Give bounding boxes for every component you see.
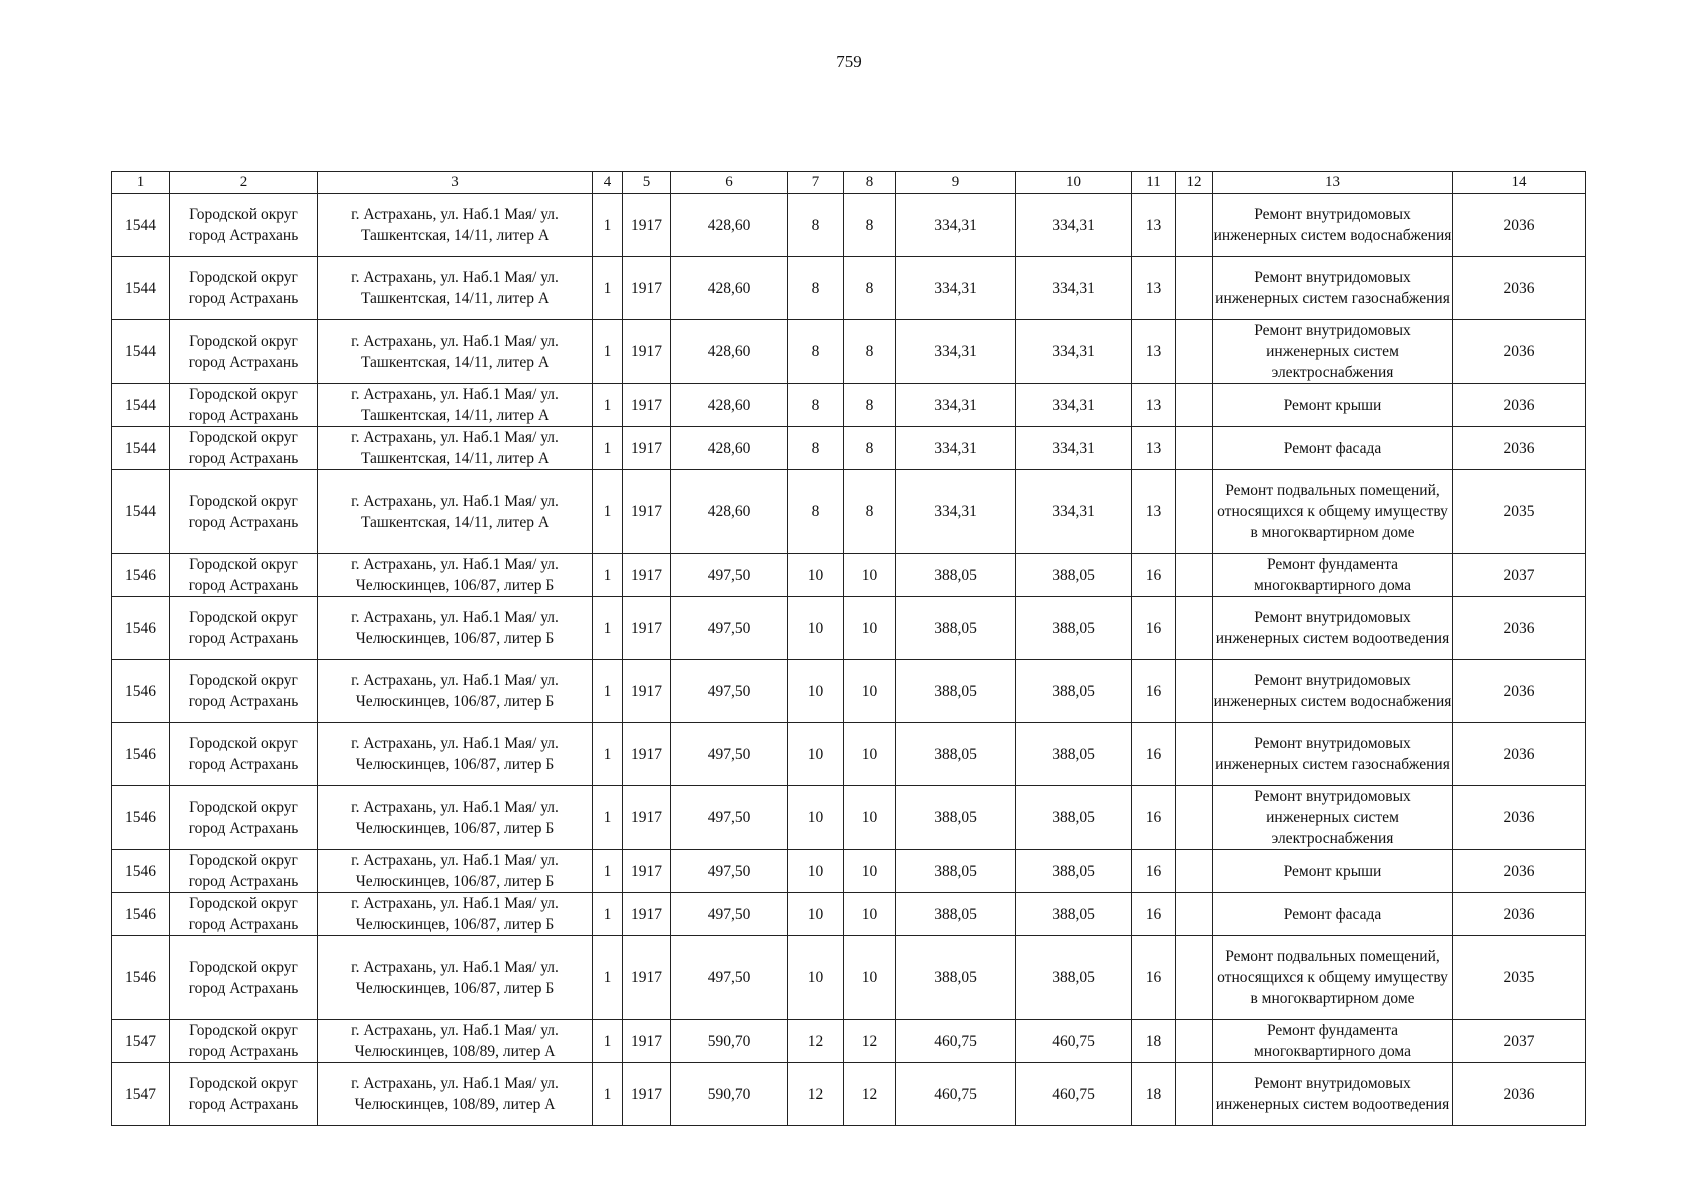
col-8-value: 8 [844,257,896,320]
column-header-6: 6 [671,172,788,194]
col-9-area: 388,05 [896,554,1016,597]
col-9-area: 334,31 [896,194,1016,257]
col-9-area: 388,05 [896,893,1016,936]
table-row [112,936,1586,1020]
col-10-area: 388,05 [1016,893,1132,936]
planned-year: 2036 [1453,850,1586,893]
total-area: 497,50 [671,786,788,850]
col-7-value: 12 [788,1063,844,1126]
col-11-value: 18 [1132,1063,1176,1126]
col-12-value [1176,893,1213,936]
col-12-value [1176,194,1213,257]
col-10-area: 388,05 [1016,554,1132,597]
col-4-value: 1 [593,257,623,320]
col-4-value: 1 [593,384,623,427]
col-11-value: 16 [1132,554,1176,597]
municipality: Городской округ город Астрахань [170,893,318,936]
address: г. Астрахань, ул. Наб.1 Мая/ ул. Челюскинцев, 106/87, литер Б [318,786,593,850]
planned-year: 2036 [1453,257,1586,320]
col-10-area: 460,75 [1016,1063,1132,1126]
table-row [112,1020,1586,1063]
col-11-value: 16 [1132,850,1176,893]
column-header-3: 3 [318,172,593,194]
col-7-value: 10 [788,597,844,660]
col-8-value: 10 [844,597,896,660]
col-9-area: 388,05 [896,660,1016,723]
col-4-value: 1 [593,470,623,554]
planned-year: 2036 [1453,723,1586,786]
year-built: 1917 [623,427,671,470]
work-type: Ремонт внутридомовых инженерных систем водоснабжения [1213,194,1453,257]
municipality: Городской округ город Астрахань [170,554,318,597]
planned-year: 2036 [1453,194,1586,257]
table-body [112,194,1586,1126]
table-row [112,660,1586,723]
row-number: 1544 [112,320,170,384]
row-number: 1547 [112,1020,170,1063]
col-11-value: 16 [1132,660,1176,723]
table-row [112,384,1586,427]
address: г. Астрахань, ул. Наб.1 Мая/ ул. Челюскинцев, 108/89, литер А [318,1020,593,1063]
column-header-13: 13 [1213,172,1453,194]
column-header-14: 14 [1453,172,1586,194]
column-header-12: 12 [1176,172,1213,194]
planned-year: 2036 [1453,384,1586,427]
planned-year: 2036 [1453,597,1586,660]
address: г. Астрахань, ул. Наб.1 Мая/ ул. Челюскинцев, 106/87, литер Б [318,723,593,786]
year-built: 1917 [623,554,671,597]
col-10-area: 388,05 [1016,723,1132,786]
address: г. Астрахань, ул. Наб.1 Мая/ ул. Челюскинцев, 106/87, литер Б [318,597,593,660]
col-11-value: 13 [1132,470,1176,554]
total-area: 428,60 [671,194,788,257]
year-built: 1917 [623,1063,671,1126]
work-type: Ремонт внутридомовых инженерных систем газоснабжения [1213,723,1453,786]
col-4-value: 1 [593,1063,623,1126]
planned-year: 2037 [1453,554,1586,597]
planned-year: 2035 [1453,470,1586,554]
address: г. Астрахань, ул. Наб.1 Мая/ ул. Челюскинцев, 106/87, литер Б [318,850,593,893]
col-9-area: 460,75 [896,1020,1016,1063]
col-8-value: 8 [844,320,896,384]
address: г. Астрахань, ул. Наб.1 Мая/ ул. Ташкентская, 14/11, литер А [318,257,593,320]
table-row [112,850,1586,893]
municipality: Городской округ город Астрахань [170,936,318,1020]
table-row [112,257,1586,320]
table-row [112,1063,1586,1126]
col-7-value: 8 [788,320,844,384]
address: г. Астрахань, ул. Наб.1 Мая/ ул. Ташкентская, 14/11, литер А [318,320,593,384]
work-type: Ремонт внутридомовых инженерных систем водоснабжения [1213,660,1453,723]
municipality: Городской округ город Астрахань [170,427,318,470]
column-number-header [112,172,1586,194]
col-10-area: 334,31 [1016,320,1132,384]
col-4-value: 1 [593,660,623,723]
col-12-value [1176,1020,1213,1063]
col-11-value: 13 [1132,194,1176,257]
total-area: 428,60 [671,384,788,427]
col-11-value: 13 [1132,320,1176,384]
col-11-value: 18 [1132,1020,1176,1063]
column-header-7: 7 [788,172,844,194]
column-header-1: 1 [112,172,170,194]
total-area: 428,60 [671,427,788,470]
municipality: Городской округ город Астрахань [170,257,318,320]
row-number: 1544 [112,194,170,257]
work-type: Ремонт подвальных помещений, относящихся к общему имуществу в многоквартирном доме [1213,936,1453,1020]
col-9-area: 334,31 [896,384,1016,427]
table-row [112,554,1586,597]
col-11-value: 13 [1132,427,1176,470]
municipality: Городской округ город Астрахань [170,850,318,893]
work-type: Ремонт крыши [1213,384,1453,427]
work-type: Ремонт внутридомовых инженерных систем электроснабжения [1213,786,1453,850]
col-4-value: 1 [593,893,623,936]
col-12-value [1176,660,1213,723]
table-row [112,470,1586,554]
work-type: Ремонт внутридомовых инженерных систем газоснабжения [1213,257,1453,320]
planned-year: 2037 [1453,1020,1586,1063]
col-8-value: 8 [844,194,896,257]
column-header-9: 9 [896,172,1016,194]
total-area: 497,50 [671,554,788,597]
work-type: Ремонт крыши [1213,850,1453,893]
col-8-value: 10 [844,723,896,786]
total-area: 590,70 [671,1063,788,1126]
work-type: Ремонт внутридомовых инженерных систем водоотведения [1213,597,1453,660]
col-12-value [1176,936,1213,1020]
col-4-value: 1 [593,850,623,893]
table-row [112,320,1586,384]
col-10-area: 388,05 [1016,660,1132,723]
col-8-value: 10 [844,893,896,936]
table-row [112,893,1586,936]
col-8-value: 10 [844,554,896,597]
year-built: 1917 [623,1020,671,1063]
column-header-2: 2 [170,172,318,194]
col-12-value [1176,786,1213,850]
planned-year: 2036 [1453,786,1586,850]
repair-registry-table [111,171,1586,1126]
year-built: 1917 [623,470,671,554]
planned-year: 2036 [1453,320,1586,384]
col-7-value: 8 [788,384,844,427]
address: г. Астрахань, ул. Наб.1 Мая/ ул. Ташкентская, 14/11, литер А [318,427,593,470]
col-7-value: 10 [788,850,844,893]
address: г. Астрахань, ул. Наб.1 Мая/ ул. Челюскинцев, 106/87, литер Б [318,660,593,723]
row-number: 1544 [112,470,170,554]
col-11-value: 16 [1132,893,1176,936]
col-10-area: 388,05 [1016,936,1132,1020]
address: г. Астрахань, ул. Наб.1 Мая/ ул. Челюскинцев, 108/89, литер А [318,1063,593,1126]
address: г. Астрахань, ул. Наб.1 Мая/ ул. Челюскинцев, 106/87, литер Б [318,554,593,597]
address: г. Астрахань, ул. Наб.1 Мая/ ул. Ташкентская, 14/11, литер А [318,384,593,427]
address: г. Астрахань, ул. Наб.1 Мая/ ул. Челюскинцев, 106/87, литер Б [318,893,593,936]
col-4-value: 1 [593,936,623,1020]
col-4-value: 1 [593,427,623,470]
year-built: 1917 [623,850,671,893]
col-9-area: 388,05 [896,850,1016,893]
col-8-value: 10 [844,660,896,723]
col-12-value [1176,320,1213,384]
municipality: Городской округ город Астрахань [170,320,318,384]
col-9-area: 388,05 [896,786,1016,850]
year-built: 1917 [623,723,671,786]
col-7-value: 8 [788,194,844,257]
col-12-value [1176,384,1213,427]
total-area: 497,50 [671,893,788,936]
col-12-value [1176,850,1213,893]
planned-year: 2036 [1453,893,1586,936]
work-type: Ремонт фундамента многоквартирного дома [1213,1020,1453,1063]
total-area: 497,50 [671,660,788,723]
year-built: 1917 [623,320,671,384]
col-10-area: 388,05 [1016,597,1132,660]
col-11-value: 16 [1132,936,1176,1020]
work-type: Ремонт внутридомовых инженерных систем электроснабжения [1213,320,1453,384]
col-8-value: 8 [844,427,896,470]
col-9-area: 388,05 [896,936,1016,1020]
address: г. Астрахань, ул. Наб.1 Мая/ ул. Челюскинцев, 106/87, литер Б [318,936,593,1020]
col-10-area: 460,75 [1016,1020,1132,1063]
col-10-area: 334,31 [1016,470,1132,554]
col-12-value [1176,257,1213,320]
municipality: Городской округ город Астрахань [170,1020,318,1063]
planned-year: 2036 [1453,660,1586,723]
municipality: Городской округ город Астрахань [170,194,318,257]
col-4-value: 1 [593,786,623,850]
column-header-8: 8 [844,172,896,194]
municipality: Городской округ город Астрахань [170,1063,318,1126]
row-number: 1544 [112,427,170,470]
planned-year: 2036 [1453,427,1586,470]
column-header-5: 5 [623,172,671,194]
col-10-area: 334,31 [1016,194,1132,257]
municipality: Городской округ город Астрахань [170,660,318,723]
col-4-value: 1 [593,723,623,786]
col-4-value: 1 [593,554,623,597]
col-8-value: 10 [844,936,896,1020]
col-10-area: 334,31 [1016,427,1132,470]
col-8-value: 10 [844,850,896,893]
col-12-value [1176,1063,1213,1126]
col-11-value: 16 [1132,597,1176,660]
col-9-area: 334,31 [896,427,1016,470]
work-type: Ремонт фасада [1213,893,1453,936]
col-8-value: 10 [844,786,896,850]
municipality: Городской округ город Астрахань [170,470,318,554]
row-number: 1546 [112,850,170,893]
col-7-value: 8 [788,470,844,554]
col-4-value: 1 [593,320,623,384]
municipality: Городской округ город Астрахань [170,723,318,786]
column-header-10: 10 [1016,172,1132,194]
col-7-value: 12 [788,1020,844,1063]
planned-year: 2036 [1453,1063,1586,1126]
year-built: 1917 [623,893,671,936]
column-header-11: 11 [1132,172,1176,194]
row-number: 1546 [112,723,170,786]
total-area: 428,60 [671,320,788,384]
work-type: Ремонт фундамента многоквартирного дома [1213,554,1453,597]
col-9-area: 388,05 [896,723,1016,786]
total-area: 428,60 [671,470,788,554]
table-row [112,786,1586,850]
col-12-value [1176,427,1213,470]
address: г. Астрахань, ул. Наб.1 Мая/ ул. Ташкентская, 14/11, литер А [318,194,593,257]
col-4-value: 1 [593,1020,623,1063]
row-number: 1546 [112,893,170,936]
col-4-value: 1 [593,194,623,257]
col-7-value: 8 [788,427,844,470]
year-built: 1917 [623,597,671,660]
row-number: 1544 [112,257,170,320]
total-area: 497,50 [671,597,788,660]
col-11-value: 16 [1132,723,1176,786]
total-area: 497,50 [671,723,788,786]
total-area: 497,50 [671,936,788,1020]
year-built: 1917 [623,384,671,427]
col-12-value [1176,723,1213,786]
column-header-4: 4 [593,172,623,194]
col-12-value [1176,554,1213,597]
col-12-value [1176,470,1213,554]
col-7-value: 10 [788,554,844,597]
col-7-value: 10 [788,936,844,1020]
row-number: 1546 [112,786,170,850]
row-number: 1546 [112,554,170,597]
year-built: 1917 [623,660,671,723]
col-9-area: 334,31 [896,470,1016,554]
col-7-value: 10 [788,660,844,723]
total-area: 590,70 [671,1020,788,1063]
row-number: 1546 [112,597,170,660]
col-4-value: 1 [593,597,623,660]
row-number: 1546 [112,936,170,1020]
table-row [112,723,1586,786]
col-9-area: 334,31 [896,320,1016,384]
year-built: 1917 [623,257,671,320]
municipality: Городской округ город Астрахань [170,597,318,660]
table-row [112,194,1586,257]
row-number: 1547 [112,1063,170,1126]
col-9-area: 334,31 [896,257,1016,320]
col-9-area: 460,75 [896,1063,1016,1126]
col-7-value: 10 [788,786,844,850]
total-area: 497,50 [671,850,788,893]
col-8-value: 8 [844,470,896,554]
col-11-value: 13 [1132,384,1176,427]
work-type: Ремонт внутридомовых инженерных систем водоотведения [1213,1063,1453,1126]
row-number: 1544 [112,384,170,427]
col-11-value: 16 [1132,786,1176,850]
col-9-area: 388,05 [896,597,1016,660]
row-number: 1546 [112,660,170,723]
address: г. Астрахань, ул. Наб.1 Мая/ ул. Ташкентская, 14/11, литер А [318,470,593,554]
col-10-area: 388,05 [1016,786,1132,850]
total-area: 428,60 [671,257,788,320]
col-7-value: 10 [788,893,844,936]
table-row [112,597,1586,660]
work-type: Ремонт подвальных помещений, относящихся к общему имуществу в многоквартирном доме [1213,470,1453,554]
col-7-value: 10 [788,723,844,786]
planned-year: 2035 [1453,936,1586,1020]
table-row [112,427,1586,470]
col-12-value [1176,597,1213,660]
page-number: 759 [836,52,862,71]
col-8-value: 8 [844,384,896,427]
col-11-value: 13 [1132,257,1176,320]
col-8-value: 12 [844,1063,896,1126]
year-built: 1917 [623,194,671,257]
municipality: Городской округ город Астрахань [170,786,318,850]
col-8-value: 12 [844,1020,896,1063]
year-built: 1917 [623,936,671,1020]
year-built: 1917 [623,786,671,850]
col-10-area: 334,31 [1016,384,1132,427]
municipality: Городской округ город Астрахань [170,384,318,427]
work-type: Ремонт фасада [1213,427,1453,470]
col-10-area: 334,31 [1016,257,1132,320]
col-10-area: 388,05 [1016,850,1132,893]
col-7-value: 8 [788,257,844,320]
